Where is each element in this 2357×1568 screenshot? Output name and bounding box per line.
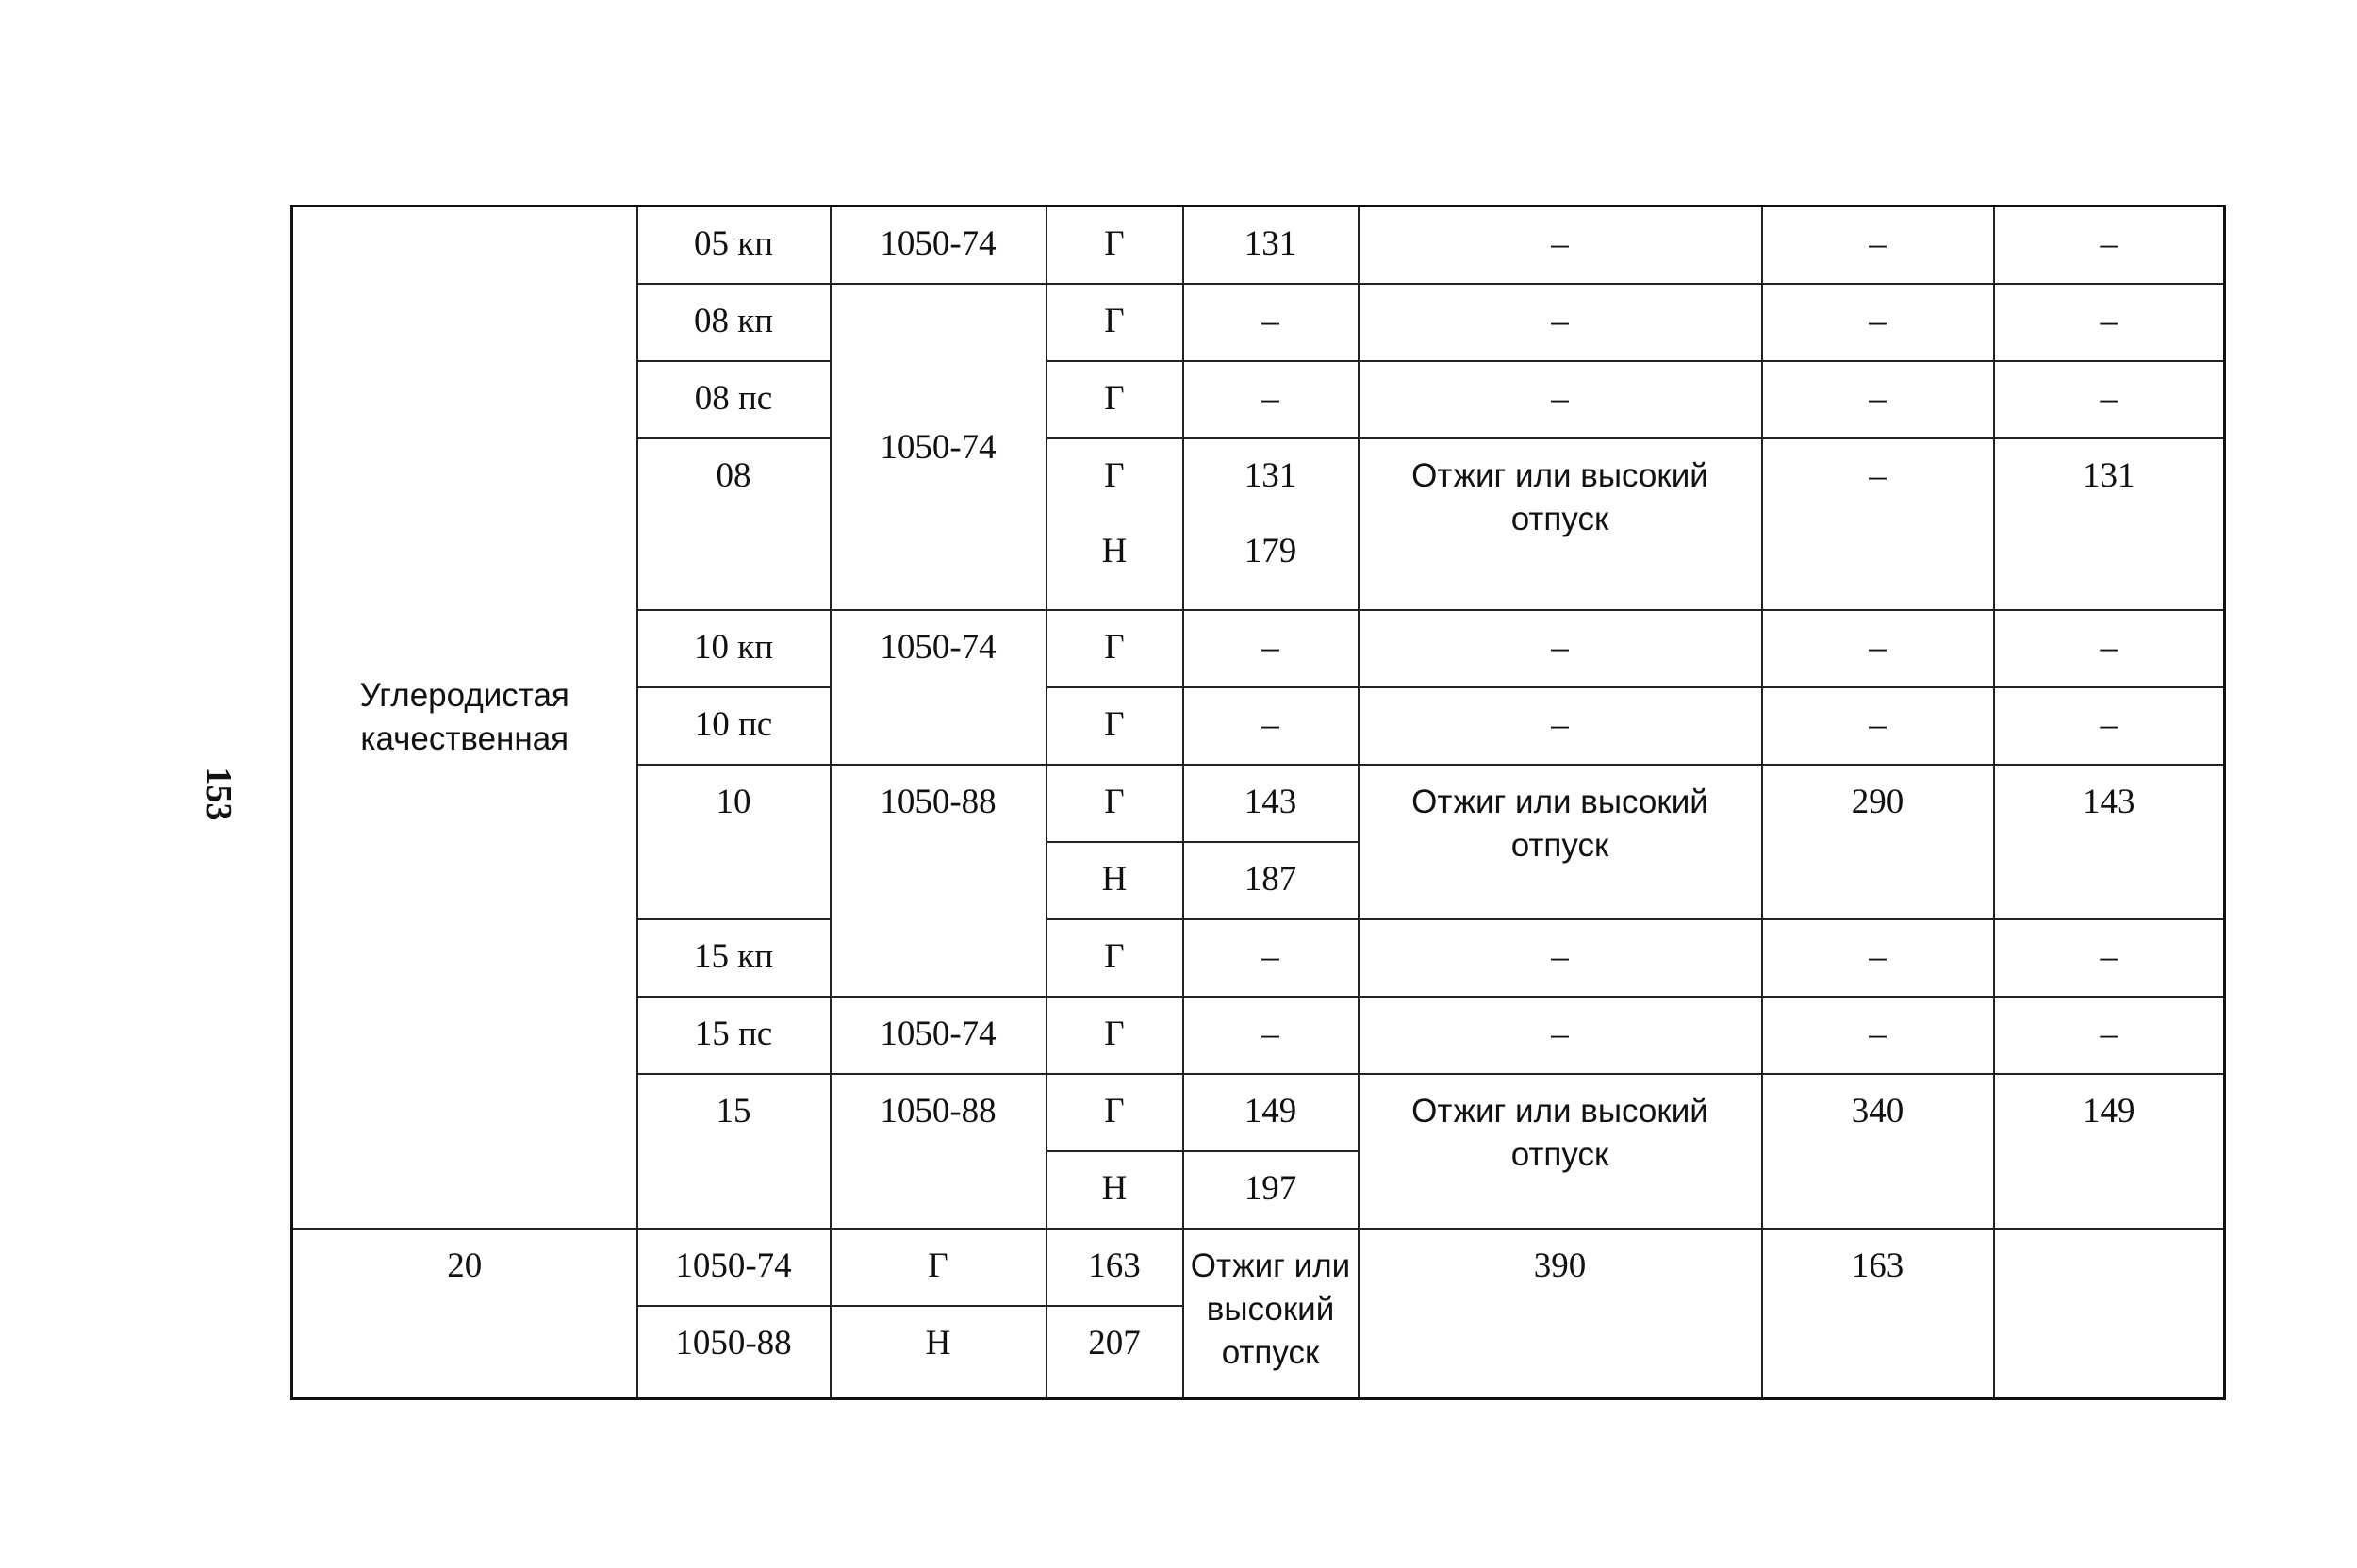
hb-cell: 207 xyxy=(1047,1306,1183,1399)
table-row xyxy=(292,1229,2225,1306)
gost-cell: 1050-88 xyxy=(831,1074,1047,1229)
value-cell: – xyxy=(1762,919,1994,997)
treatment-cell: Отжиг или высокий отпуск xyxy=(1359,765,1762,919)
steel-group-cell: Углеродистая качественная xyxy=(292,206,637,1230)
value-cell: 143 xyxy=(1994,765,2225,919)
hb-cell: 149 xyxy=(1183,1074,1359,1151)
value-cell: – xyxy=(1762,687,1994,765)
state-cell: Г xyxy=(1047,206,1183,285)
grade-cell: 10 пс xyxy=(637,687,831,765)
state-cell: Н xyxy=(1047,842,1183,919)
state-cell: Г xyxy=(1047,765,1183,842)
grade-cell: 10 xyxy=(637,765,831,919)
treatment-cell: – xyxy=(1359,919,1762,997)
state-cell: Н xyxy=(1047,1151,1183,1229)
hb-cell: 131 179 xyxy=(1183,438,1359,610)
grade-cell: 08 пс xyxy=(637,361,831,438)
gost-cell: 1050-74 xyxy=(831,284,1047,610)
hb-cell: – xyxy=(1183,997,1359,1074)
state-cell: Г xyxy=(1047,919,1183,997)
state-cell: Г xyxy=(1047,687,1183,765)
grade-cell: 20 xyxy=(292,1229,637,1399)
hb-cell: 131 xyxy=(1183,206,1359,285)
table-row xyxy=(292,206,2225,285)
state-cell: Г xyxy=(1047,284,1183,361)
value-cell: 290 xyxy=(1762,765,1994,919)
state-cell: Г Н xyxy=(1047,438,1183,610)
value-cell: 131 xyxy=(1994,438,2225,610)
value-cell: 340 xyxy=(1762,1074,1994,1229)
hb-cell: – xyxy=(1183,610,1359,687)
page-number-text: 153 xyxy=(199,767,239,821)
value-cell: – xyxy=(1762,997,1994,1074)
state-cell: Г xyxy=(1047,1074,1183,1151)
grade-cell: 08 xyxy=(637,438,831,610)
hb-cell: 187 xyxy=(1183,842,1359,919)
state-cell: Г xyxy=(1047,361,1183,438)
hb-cell: – xyxy=(1183,687,1359,765)
value-cell: – xyxy=(1762,438,1994,610)
hb-cell: – xyxy=(1183,361,1359,438)
treatment-cell: – xyxy=(1359,284,1762,361)
grade-cell: 10 кп xyxy=(637,610,831,687)
hb-cell: – xyxy=(1183,919,1359,997)
value-cell: – xyxy=(1994,206,2225,285)
state-cell: Г xyxy=(831,1229,1047,1306)
hb-cell: 143 xyxy=(1183,765,1359,842)
hb-cell: – xyxy=(1183,284,1359,361)
treatment-cell: – xyxy=(1359,206,1762,285)
value-cell: – xyxy=(1994,610,2225,687)
value-cell: 163 xyxy=(1762,1229,1994,1399)
treatment-cell: Отжиг или высокий отпуск xyxy=(1183,1229,1359,1399)
treatment-cell: Отжиг или высокий отпуск xyxy=(1359,438,1762,610)
grade-cell: 08 кп xyxy=(637,284,831,361)
value-cell: – xyxy=(1994,919,2225,997)
value-cell: – xyxy=(1994,284,2225,361)
value-cell: – xyxy=(1762,610,1994,687)
treatment-cell: Отжиг или высокий отпуск xyxy=(1359,1074,1762,1229)
hb-cell: 197 xyxy=(1183,1151,1359,1229)
value-cell: – xyxy=(1762,361,1994,438)
hb-cell: 163 xyxy=(1047,1229,1183,1306)
grade-cell: 05 кп xyxy=(637,206,831,285)
state-cell: Г xyxy=(1047,997,1183,1074)
gost-cell: 1050-74 xyxy=(637,1229,831,1306)
value-cell: – xyxy=(1994,687,2225,765)
treatment-cell: – xyxy=(1359,610,1762,687)
grade-cell: 15 xyxy=(637,1074,831,1229)
gost-cell: 1050-74 xyxy=(831,610,1047,765)
treatment-cell: – xyxy=(1359,361,1762,438)
value-cell: – xyxy=(1762,206,1994,285)
value-cell: – xyxy=(1762,284,1994,361)
state-cell: Н xyxy=(831,1306,1047,1399)
value-cell: 149 xyxy=(1994,1074,2225,1229)
gost-cell: 1050-88 xyxy=(637,1306,831,1399)
gost-cell: 1050-88 xyxy=(831,765,1047,997)
treatment-cell: – xyxy=(1359,687,1762,765)
value-cell: – xyxy=(1994,361,2225,438)
gost-cell: 1050-74 xyxy=(831,997,1047,1074)
state-cell: Г xyxy=(1047,610,1183,687)
grade-cell: 15 пс xyxy=(637,997,831,1074)
gost-cell: 1050-74 xyxy=(831,206,1047,285)
steel-grades-table xyxy=(290,205,2226,1400)
value-cell: – xyxy=(1994,997,2225,1074)
treatment-cell: – xyxy=(1359,997,1762,1074)
value-cell: 390 xyxy=(1359,1229,1762,1399)
grade-cell: 15 кп xyxy=(637,919,831,997)
